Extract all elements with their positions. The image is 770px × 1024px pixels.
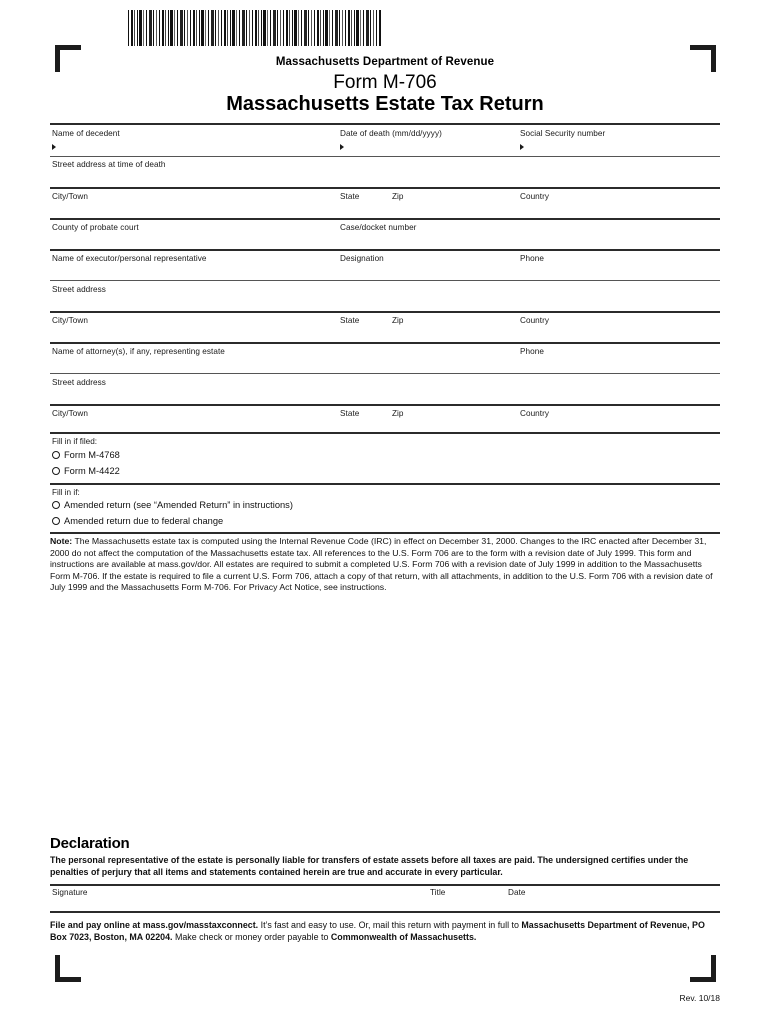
rule [50, 342, 720, 344]
radio-icon-form-m4422[interactable] [52, 467, 60, 475]
label-state-1: State [340, 192, 360, 201]
declaration-body: The personal representative of the estate is personally liable for transfers of estate assets before all taxes are paid. The undersigned certifies under the penalties of perjury that all items and statements contained herein are true and accurate in every particular. [50, 855, 689, 877]
arrow-icon-decedent [52, 144, 56, 150]
note-body: The Massachusetts estate tax is computed using the Internal Revenue Code (IRC) in effect on December 31, 2000. Changes to the IRC enacted after December 31, 2000 do not affect the computation of the Massachusetts estate tax. All references to the U.S. Form 706 are to the form with a revision date of July 1999. This form and instructions are available at mass.gov/dor. All estates are required to submit a completed U.S. Form 706 with a revision date of July 1999 in addition to the Massachusetts Form M-706. If the estate is required to file a current U.S. Form 706, attach a copy of that return, with all attachments, in addition to the U.S. Form 706 with a revision date of July 1999 and the Massachusetts Form M-706. For Privacy Act Notice, see instructions. [50, 536, 713, 593]
label-name-of-executor: Name of executor/personal representative [52, 254, 207, 263]
payment-instructions [50, 919, 720, 944]
payment-plain-2: Make check or money order payable to [172, 932, 331, 943]
label-signature: Signature [52, 888, 88, 897]
rule [50, 884, 720, 886]
rule [50, 123, 720, 125]
label-city-town-1: City/Town [52, 192, 88, 201]
checkbox-row-form-m4768[interactable] [52, 450, 120, 460]
radio-icon-amended-federal-change[interactable] [52, 517, 60, 525]
label-state-3: State [340, 409, 360, 418]
label-zip-1: Zip [392, 192, 404, 201]
label-designation: Designation [340, 254, 384, 263]
label-country-1: Country [520, 192, 550, 201]
payment-bold-3: Commonwealth of Massachusetts. [330, 932, 477, 943]
rule [50, 156, 720, 157]
arrow-icon-ssn [520, 144, 524, 150]
page-title: Massachusetts Estate Tax Return [226, 93, 544, 115]
label-street-address-2: Street address [52, 285, 106, 294]
label-city-town-2: City/Town [52, 316, 88, 325]
checkbox-label-amended-return: Amended return (see “Amended Return” in instructions) [64, 500, 293, 510]
rule [50, 404, 720, 406]
checkbox-label-form-m4422: Form M-4422 [64, 466, 120, 476]
payment-bold-1: File and pay online at mass.gov/masstaxconnect. [50, 920, 259, 930]
label-street-address-3: Street address [52, 378, 106, 387]
label-zip-3: Zip [392, 409, 404, 418]
label-name-of-attorneys: Name of attorney(s), if any, representing estate [52, 347, 225, 356]
label-date-of-death: Date of death (mm/dd/yyyy) [340, 129, 442, 138]
label-state-2: State [340, 316, 360, 325]
label-phone-1: Phone [520, 254, 544, 263]
label-title: Title [430, 888, 446, 897]
rule [50, 532, 720, 534]
label-county-of-probate-court: County of probate court [52, 223, 139, 232]
radio-icon-amended-return[interactable] [52, 501, 60, 509]
label-date: Date [508, 888, 526, 897]
rule [50, 280, 720, 281]
rule [50, 187, 720, 189]
rule [50, 911, 720, 913]
checkbox-row-amended-return[interactable] [52, 500, 293, 510]
checkbox-row-form-m4422[interactable] [52, 466, 120, 476]
fill-in-if-filed-heading: Fill in if filed: [52, 437, 98, 446]
label-name-of-decedent: Name of decedent [52, 129, 120, 138]
note-label: Note: [50, 536, 73, 546]
radio-icon-form-m4768[interactable] [52, 451, 60, 459]
rule [50, 483, 720, 485]
registration-mark-bottom-right [690, 955, 716, 982]
fill-in-if-heading: Fill in if: [52, 488, 80, 497]
label-country-2: Country [520, 316, 550, 325]
rule [50, 249, 720, 251]
arrow-icon-date [340, 144, 344, 150]
declaration-heading: Declaration [50, 835, 130, 852]
payment-bold-2: Massachusetts Department of Revenue, PO Box 7023, Boston, MA 02204. [50, 920, 705, 943]
rule [50, 373, 720, 374]
checkbox-label-form-m4768: Form M-4768 [64, 450, 120, 460]
rule [50, 432, 720, 434]
revision-label: Rev. 10/18 [679, 993, 720, 1003]
form-number: Form M-706 [333, 72, 437, 93]
rule [50, 311, 720, 313]
label-case-docket-number: Case/docket number [340, 223, 417, 232]
checkbox-row-amended-federal-change[interactable] [52, 516, 223, 526]
label-ssn: Social Security number [520, 129, 606, 138]
checkbox-label-amended-federal-change: Amended return due to federal change [64, 516, 224, 526]
label-city-town-3: City/Town [52, 409, 88, 418]
label-zip-2: Zip [392, 316, 404, 325]
label-country-3: Country [520, 409, 550, 418]
rule [50, 218, 720, 220]
label-street-address-at-death: Street address at time of death [52, 160, 166, 169]
payment-plain-1: It’s fast and easy to use. Or, mail this return with payment in full to [258, 920, 522, 930]
note-paragraph [50, 536, 720, 594]
agency-name: Massachusetts Department of Revenue [275, 56, 495, 68]
label-phone-2: Phone [520, 347, 544, 356]
barcode-icon [128, 10, 382, 46]
registration-mark-bottom-left [55, 955, 81, 982]
